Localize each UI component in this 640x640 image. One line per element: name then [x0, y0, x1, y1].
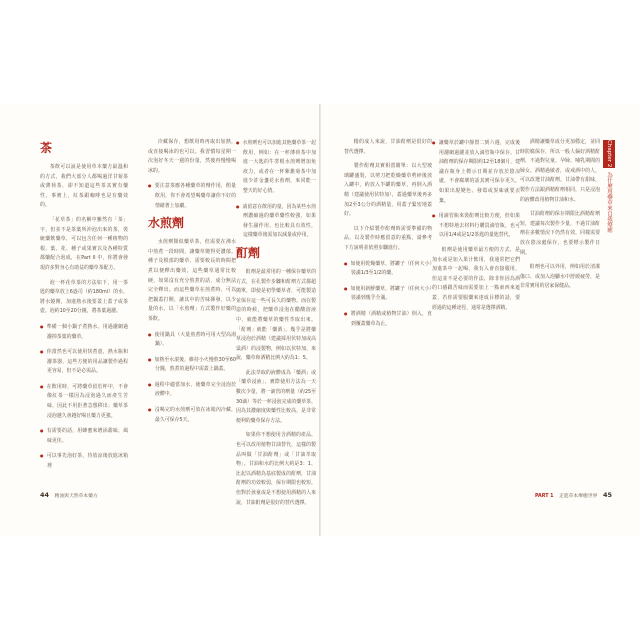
left-page-column-2 — [148, 138, 236, 452]
right-page-column-2 — [432, 138, 520, 452]
paragraph: 水煎劑類似藥草茶，但需要在沸水中煎煮一段時間，讓藥草變得更濃郁。種子及根部的藥草，需要較長的時間把煮以便釋出藥效，這些藥草通常比較硬，如果沒有充分熬煮的話，成分無法完全釋出。而這些藥草在煎煮時，可以把鍋蓋打開，讓其中的苦味揮發，以少量的水，以「水煎劑」方式製作好藥的茶飲。 — [148, 239, 236, 322]
paragraph: 如果你不想使用含酒精的產品，也可以改用植物甘油替代，這樣的製品叫做「甘油酊劑」或「甘油萃取物」。甘油和水的比例大約是3：1，比起以酒精為基底製成的酊劑，甘油酊劑的功效較弱，保存期限也較短，但對於孩童或是不想使用酒精的人來說，甘油酊劑是很好的替代選擇。 — [236, 432, 316, 506]
paragraph: 「花草茶」的名稱中雖然有「茶」字，但並不是茶葉所沖泡出來的茶，裝統藥飲藥草，可以包含任何一種植物的根、葉、花、種子或果實以及各種特質都藥配合泡成，在Part II 中，你將會發現許多對身心有助益的藥草茶配方。 — [40, 216, 128, 271]
chapter-tab: Chapter 2 — [603, 140, 615, 168]
paragraph: 泡一杯花草茶的方法如下，用一茶匙的藥草放上6盎司（約180ml）的水，將水燒開，加進熱水後要蓋上蓋子或茶壺。泡約10至20分鐘，將茶葉過濾。 — [40, 279, 128, 315]
paragraph: 甘油酊劑的保存期限比酒精酊劑短，建議每次製作少量，不過甘油酊劑在多數情況下仍然有效，同樣需要放在陰涼處保存，也要標示製作日期。 — [520, 211, 600, 256]
bullet-item: ● 請留意在飲用的量，因為某些水煎劑濃縮過的藥草藥性較強，如果發生副作用，也比較具有效性，這樣藥草後需加以減量或停用。 — [236, 202, 316, 241]
bullet-item: ● 將酒精（酒精或植物甘油）倒入，直到覆蓋藥草為止。 — [344, 309, 432, 329]
part-label: PART 1 — [534, 494, 554, 499]
paragraph: 酒精讓藥草成分更加穩定，並同時防腐保存，所以一般人偏好酒精酊劑，不過對兒童、孕婦、哺乳期間的婦女、酒精過敏者，或戒酒中的人，可以改選甘油酊劑。甘油帶有甜味，製作方法跟酒精酊劑相同，只是浸泡的液體改用植物甘油和水。 — [520, 139, 600, 203]
paragraph: 製作酊劑其實相當簡單：以大型玻璃罐盛裝，以剪刀把乾燥藥草剪碎後放入罐中。約放入半罐的藥草，再倒入酒精（建議使用伏特加），蓋過藥草後再多加2至3公分的酒精量，用蓋子緊密地蓋好。 — [344, 163, 432, 218]
bullet-item: ● 水煎劑也可以加進其他藥草茶一起飲用，例如：在一杯薄荷茶中加進一大匙的牛蒡根水煎劑增加免疫力，或者在一杯紫錐菊茶中加進少許金盞花水煎劑，來同能一整天的好心情。 — [236, 138, 316, 197]
paragraph: 茶飲可以說是使用草本藥方最溫和的方式，我們大部分人都喝過洋甘菊茶或薄荷茶，卻不知道這些茶其實有藥性，事實上，紅茶跟咖啡也是有藥效的。 — [40, 164, 128, 209]
bullet-item: ● 要注意茶應各種藥草的劑作用，酌量飲用，你不會希望喝藥草讓你不好的情緒著上加劇。 — [148, 181, 236, 211]
bullet-item: ● 在飲用時，可將藥草留於杯中，不會像紅茶一樣因為浸泡過久而產生苦味，因此不用拒著急想移出；藥草茶浸泡越久會越好喝且藥力更強。 — [40, 382, 128, 421]
bullet-item: ● 如使用新鮮藥草，將罐子（任何大小）裝滿到幾乎全滿。 — [344, 284, 432, 304]
book-gutter — [319, 104, 321, 536]
bullet-item: ● 有需要的話，用蜂蜜來增添甜味，風味更佳。 — [40, 426, 128, 446]
bullet-item: ● 過程中適當加水，使藥草完全浸泡於液體中。 — [148, 380, 236, 400]
left-page-column-3 — [236, 138, 316, 506]
bullet-item: ● 沒喝完的水煎劑可放在冰箱內冷藏，最久可保存5天。 — [148, 405, 236, 425]
right-page-column-3 — [520, 138, 600, 452]
running-title: 精油與天然草本藥方 — [54, 494, 98, 499]
paragraph: 此法萃取的液體成為「藥酒」或「藥草浸液」，實際使用方法為一天數次少量，將一滴管的劑量（約25至30滴）等於一杯浸泡完成的藥草茶，因為其濃縮度與藥性比較高，是非常便利的藥草保存方法。 — [236, 369, 316, 424]
page-number: 44 — [40, 491, 50, 499]
section-heading-tincture: 酊劑 — [236, 245, 261, 260]
section-heading-tea: 茶 — [40, 141, 53, 155]
bullet-item: ● 如使用乾燥藥草，將罐子（任何大小）裝滿1/3至1/2的藥。 — [344, 259, 432, 279]
bullet-item: ● 讓藥草於罐中靜置二到六週，完成後用濾網過濾並放入滴管瓶中保存。甘油酊劑的保存期限約12至18個月，建議在瓶身上標示日期並存放於陰涼處，不會腐壞的話其實可保存更久，如果出現變色、發霉或異味就要丟棄。 — [432, 138, 520, 206]
bullet-item: ● 使用鍋具（大量煎煮時可用大型高湯鍋）。 — [148, 330, 236, 350]
left-folio — [40, 491, 98, 499]
paragraph: 酊劑是使用藥草最方便的方式，是加水或是加入果汁飲用，我通常把它們加進茶中一起喝，我有入會直接服用，但這並不是必要的作法，除非你因為酒的口感跟苦味而需要加上一點東西來遮蓋，若你需要服藥來達成目標的話，要經過的這種途徑，通常是選擇酒精。 — [432, 246, 520, 311]
page-number: 45 — [602, 491, 612, 499]
paragraph: 酊劑也可以外用，例如用於清潔傷口、或加入泡腳水中舒緩疲勞，是非常實用的居家保健品。 — [520, 264, 600, 290]
paragraph: 精的成人來說，甘油酊劑是很好的替代選擇。 — [344, 139, 432, 155]
bullet-item: ● 你當然也可以使用快煮壺，熱水瓶和濾茶器，這些方便的用品讓製作過程更容易，但不是必需品。 — [40, 347, 128, 377]
bullet-item: ● 準備一個小鍋子煮熱水，用過濾網過濾掉茶葉的藥草。 — [40, 322, 128, 342]
chapter-title-vertical: 為什麼用藥草來自我療癒 — [606, 172, 612, 233]
paragraph: 酊劑是最常用的一種保存藥草的方式，在孔製作步驟和酊劑方式都超簡單，即使是初學藥草者，可能製造並保存這一些可長久的藥物。而在製造的時候，把藥草浸泡在醋酸溶液中，就能將藥草的藥性萃取出來。「酊劑」就能「藥酒」，幾乎是將藥草浸泡於酒精（建議採用伏特加或高粱酒）的浸製物，例如以伏特加、來說，藥草和酒精比例大約為1：5。 — [236, 268, 316, 362]
bullet-item: ● 加熱至水滾後，維持小火慢熬30至60分鐘，熬煮的過程中需蓋上鍋蓋。 — [148, 355, 236, 375]
running-title: 走進草本療癒世界 — [559, 494, 598, 499]
paragraph: 以下介紹製作酊劑時需要準備的物品，以及製作時應留意的重點，請參考下方說明並依照步驟進行。 — [344, 225, 432, 251]
bullet-item: ● 可以事先泡好茶，待放涼後放進冰箱裡 — [40, 451, 128, 471]
section-heading-decoction: 水煎劑 — [148, 216, 185, 231]
bullet-item: ● 用滴管瓶來裝酊劑比較方便，但如果不想特地去材料行購買滴管瓶，也可以用1/4或是1/2茶匙的量匙替代。 — [432, 211, 520, 241]
right-page-column-1 — [344, 138, 432, 452]
left-page-column-1 — [40, 140, 128, 470]
right-folio — [535, 491, 616, 499]
paragraph: 冷藏保存，想飲用時再取出加熱，或直接喝冰的也可以。我習慣每星期一次泡好冬天一週的份量，然後再慢慢喝冰的。 — [148, 139, 236, 174]
